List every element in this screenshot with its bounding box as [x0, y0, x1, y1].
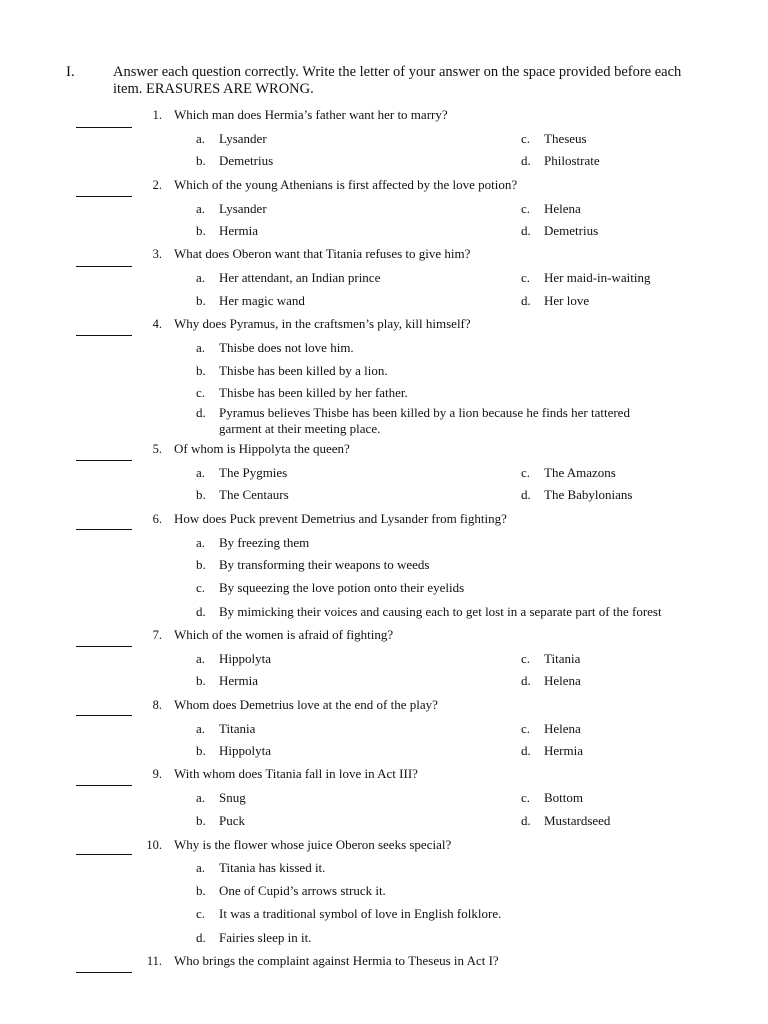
- answer-blank[interactable]: [76, 785, 132, 786]
- option-letter: a.: [196, 131, 206, 146]
- option-text: Hermia: [219, 673, 258, 688]
- question-text: Whom does Demetrius love at the end of the play?: [174, 697, 438, 712]
- answer-blank[interactable]: [76, 127, 132, 128]
- option-letter: b.: [196, 557, 206, 572]
- option-text: Titania: [219, 721, 256, 736]
- option-text: The Amazons: [544, 465, 616, 480]
- option-letter: d.: [521, 813, 531, 828]
- option-text: By mimicking their voices and causing each to get lost in a separate part of the forest: [219, 604, 662, 619]
- option-letter: c.: [521, 201, 531, 216]
- option-text: Hermia: [544, 743, 583, 758]
- question-number: 4.: [152, 317, 162, 331]
- option-letter: c.: [521, 651, 531, 666]
- option-letter: d.: [521, 293, 531, 308]
- option-letter: d.: [196, 930, 206, 945]
- answer-blank[interactable]: [76, 529, 132, 530]
- question-number: 10.: [146, 838, 162, 852]
- question-number: 11.: [146, 954, 162, 968]
- answer-blank[interactable]: [76, 972, 132, 973]
- option-text: By squeezing the love potion onto their eyelids: [219, 580, 465, 595]
- question-number: 8.: [152, 698, 162, 712]
- question-text: Which of the women is afraid of fighting?: [174, 627, 394, 642]
- option-letter: c.: [521, 721, 531, 736]
- option-text: Philostrate: [544, 153, 600, 168]
- question-number: 6.: [152, 512, 162, 526]
- option-text: Puck: [219, 813, 245, 828]
- option-text: Demetrius: [544, 223, 599, 238]
- question-number: 5.: [152, 442, 162, 456]
- question-number: 2.: [152, 178, 162, 192]
- option-text: Fairies sleep in it.: [219, 930, 312, 945]
- option-letter: d.: [196, 604, 206, 619]
- option-letter: d.: [521, 743, 531, 758]
- question-text: Which man does Hermia’s father want her to marry?: [174, 107, 448, 122]
- answer-blank[interactable]: [76, 460, 132, 461]
- question-text: With whom does Titania fall in love in Act III?: [174, 766, 418, 781]
- option-text: Helena: [544, 673, 581, 688]
- option-letter: c.: [521, 131, 531, 146]
- option-text: Lysander: [219, 131, 267, 146]
- option-letter: a.: [196, 270, 206, 285]
- option-letter: c.: [196, 385, 206, 400]
- answer-blank[interactable]: [76, 854, 132, 855]
- option-letter: b.: [196, 487, 206, 502]
- answer-blank[interactable]: [76, 335, 132, 336]
- option-letter: c.: [521, 465, 531, 480]
- option-letter: b.: [196, 673, 206, 688]
- answer-blank[interactable]: [76, 196, 132, 197]
- option-letter: c.: [521, 790, 531, 805]
- answer-blank[interactable]: [76, 646, 132, 647]
- option-letter: b.: [196, 363, 206, 378]
- option-text: Thisbe has been killed by her father.: [219, 385, 408, 400]
- option-text: Her maid-in-waiting: [544, 270, 651, 285]
- option-text: Demetrius: [219, 153, 274, 168]
- option-letter: b.: [196, 293, 206, 308]
- question-text: How does Puck prevent Demetrius and Lysander from fighting?: [174, 511, 507, 526]
- section-number: I.: [66, 64, 75, 80]
- question-number: 7.: [152, 628, 162, 642]
- question-number: 1.: [152, 108, 162, 122]
- option-letter: a.: [196, 201, 206, 216]
- option-letter: c.: [521, 270, 531, 285]
- option-text: Bottom: [544, 790, 584, 805]
- answer-blank[interactable]: [76, 715, 132, 716]
- option-text: Titania has kissed it.: [219, 860, 326, 875]
- option-text: Thisbe does not love him.: [219, 340, 354, 355]
- option-letter: a.: [196, 535, 206, 550]
- option-text: Helena: [544, 721, 581, 736]
- option-letter: d.: [521, 673, 531, 688]
- question-text: Why is the flower whose juice Oberon seeks special?: [174, 837, 452, 852]
- question-text: Which of the young Athenians is first affected by the love potion?: [174, 177, 518, 192]
- option-letter: d.: [196, 405, 206, 420]
- option-text: Snug: [219, 790, 246, 805]
- option-text: It was a traditional symbol of love in English folklore.: [219, 906, 502, 921]
- option-text: Helena: [544, 201, 581, 216]
- option-text: Hippolyta: [219, 743, 271, 758]
- option-letter: a.: [196, 465, 206, 480]
- option-letter: a.: [196, 340, 206, 355]
- option-text: Pyramus believes Thisbe has been killed by a lion because he finds her tattered garment at their meeting place.: [219, 405, 630, 436]
- option-text: One of Cupid’s arrows struck it.: [219, 883, 386, 898]
- option-text: Theseus: [544, 131, 587, 146]
- option-letter: a.: [196, 860, 206, 875]
- option-letter: b.: [196, 223, 206, 238]
- option-letter: d.: [521, 223, 531, 238]
- option-letter: b.: [196, 743, 206, 758]
- question-number: 9.: [152, 767, 162, 781]
- option-text: Mustardseed: [544, 813, 611, 828]
- question-text: Who brings the complaint against Hermia to Theseus in Act I?: [174, 953, 499, 968]
- option-text: Her attendant, an Indian prince: [219, 270, 381, 285]
- option-text: Hermia: [219, 223, 258, 238]
- option-letter: b.: [196, 153, 206, 168]
- question-number: 3.: [152, 247, 162, 261]
- option-text: Thisbe has been killed by a lion.: [219, 363, 388, 378]
- option-letter: a.: [196, 651, 206, 666]
- option-text: Hippolyta: [219, 651, 271, 666]
- option-letter: a.: [196, 721, 206, 736]
- option-letter: c.: [196, 580, 206, 595]
- question-text: Why does Pyramus, in the craftsmen’s play, kill himself?: [174, 316, 471, 331]
- section-instructions: Answer each question correctly. Write the letter of your answer on the space provided before each item. ERASURES ARE WRONG.: [113, 64, 682, 97]
- option-text: The Pygmies: [219, 465, 288, 480]
- answer-blank[interactable]: [76, 266, 132, 267]
- option-text: Her magic wand: [219, 293, 305, 308]
- option-text: The Babylonians: [544, 487, 633, 502]
- option-text: By freezing them: [219, 535, 310, 550]
- option-letter: d.: [521, 153, 531, 168]
- option-letter: b.: [196, 813, 206, 828]
- question-text: Of whom is Hippolyta the queen?: [174, 441, 350, 456]
- option-text: Titania: [544, 651, 581, 666]
- option-letter: a.: [196, 790, 206, 805]
- option-text: Lysander: [219, 201, 267, 216]
- option-letter: c.: [196, 906, 206, 921]
- option-letter: d.: [521, 487, 531, 502]
- option-letter: b.: [196, 883, 206, 898]
- option-text: Her love: [544, 293, 590, 308]
- option-text: The Centaurs: [219, 487, 289, 502]
- question-text: What does Oberon want that Titania refuses to give him?: [174, 246, 471, 261]
- option-text: By transforming their weapons to weeds: [219, 557, 430, 572]
